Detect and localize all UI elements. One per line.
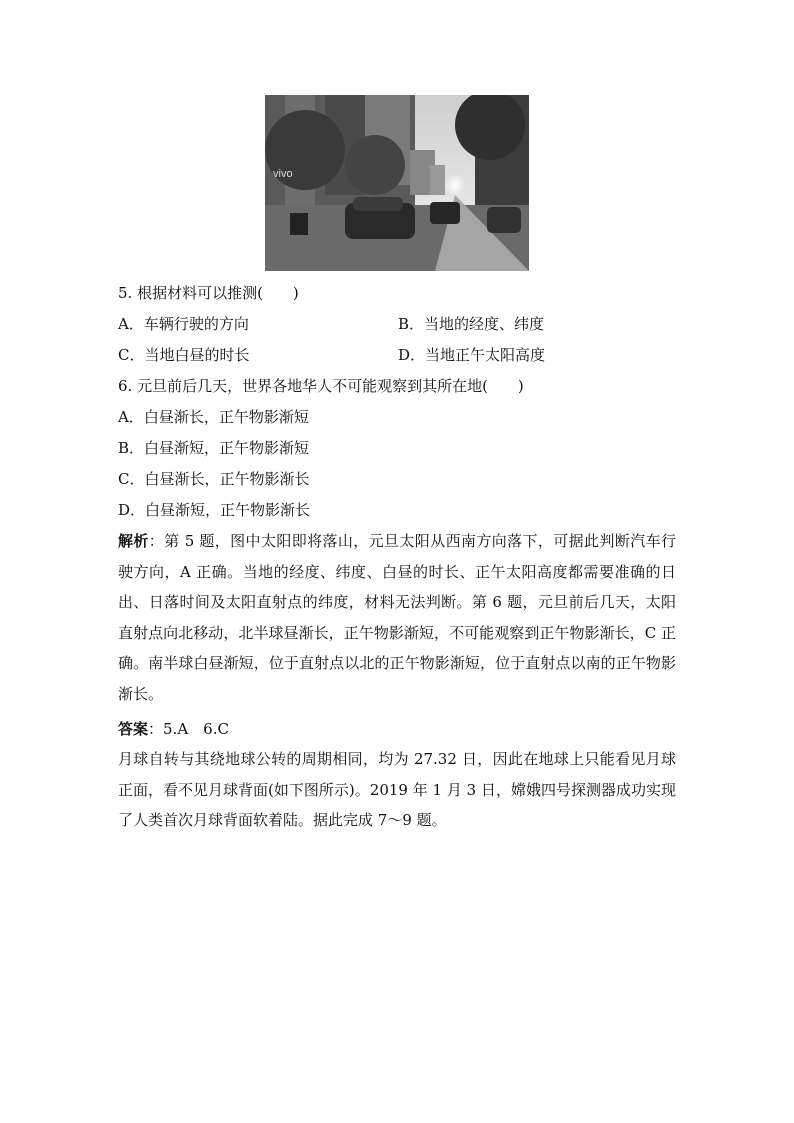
question-5-stem: 5. 根据材料可以推测( ) xyxy=(118,284,299,302)
answer-text: ：5.A 6.C xyxy=(148,720,229,738)
question-5-option-b: B．当地的经度、纬度 xyxy=(398,315,545,333)
answer-label: 答案 xyxy=(118,720,149,738)
question-5-option-c: C．当地白昼的时长 xyxy=(118,346,250,364)
question-6-option-a: A．白昼渐长，正午物影渐短 xyxy=(118,408,309,426)
svg-text:vivo: vivo xyxy=(273,168,293,180)
intro-paragraph: 月球自转与其绕地球公转的周期相同，均为 27.32 日，因此在地球上只能看见月球正面，看不见月球背面(如下图所示)。2019 年 1 月 3 日，嫦娥四号探测器成功实现了人类首次月球背面软着陆。据此完成 7～9 题。 xyxy=(118,750,676,830)
answer-line xyxy=(118,714,676,745)
question-5-option-d: D．当地正午太阳高度 xyxy=(398,346,546,364)
question-6-option-b: B．白昼渐短，正午物影渐短 xyxy=(118,439,310,457)
question-5-option-a: A．车辆行驶的方向 xyxy=(118,315,249,333)
question-6-option-c: C．白昼渐长，正午物影渐长 xyxy=(118,470,310,488)
street-sunset-photo xyxy=(265,95,529,271)
analysis-text: ：第 5 题，图中太阳即将落山，元旦太阳从西南方向落下，可据此判断汽车行驶方向，A 正确。当地的经度、纬度、白昼的时长、正午太阳高度都需要准确的日出、日落时间及太阳直射点的纬度，材料无法判断。第 6 题，元旦前后几天，太阳直射点向北移动，北半球昼渐长，正午物影渐短，不可能观察到正午物影渐长，C 正确。南半球白昼渐短，位于直射点以北的正午物影渐短，位于直射点以南的正午物影渐长。 xyxy=(118,532,676,703)
question-6-option-d: D．白昼渐短，正午物影渐长 xyxy=(118,501,311,519)
analysis-paragraph xyxy=(118,526,676,710)
analysis-label: 解析 xyxy=(118,532,149,550)
question-6-stem: 6. 元旦前后几天，世界各地华人不可能观察到其所在地( ) xyxy=(118,377,524,395)
